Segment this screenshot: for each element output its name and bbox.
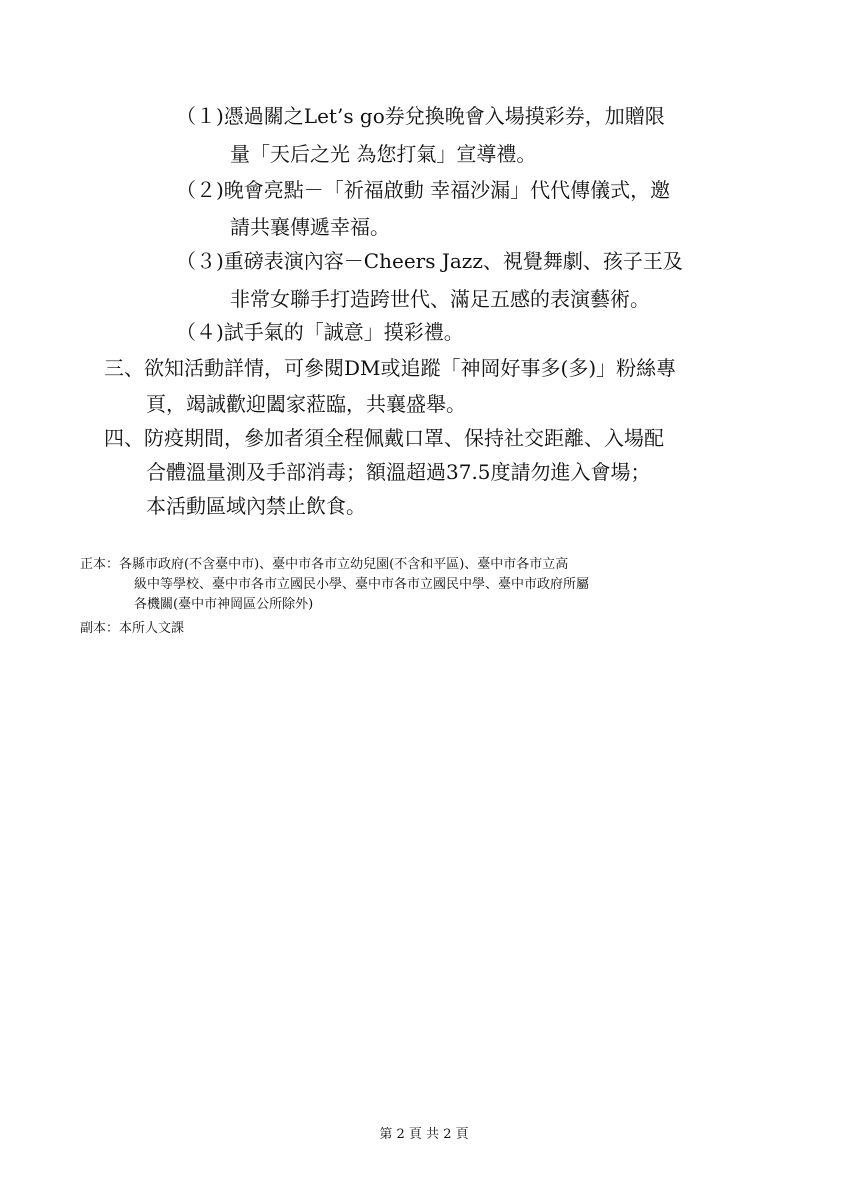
section-4-line-3: 本活動區域內禁止飲食。 [146, 494, 366, 518]
item-4-line-1: （４)試手氣的「誠意」摸彩禮。 [176, 320, 464, 344]
page-number-footer: 第 2 頁 共 2 頁 [379, 1127, 469, 1142]
section-4-line-1: 四、防疫期間，參加者須全程佩戴口罩、保持社交距離、入場配 [104, 426, 664, 450]
item-3-line-2: 非常女聯手打造跨世代、滿足五感的表演藝術。 [230, 287, 650, 311]
item-2-line-2: 請共襄傳遞幸福。 [230, 215, 390, 239]
distribution-main-line-1: 正本：各縣市政府(不含臺中市)、臺中市各市立幼兒園(不含和平區)、臺中市各市立高 [80, 557, 569, 572]
item-1-line-2: 量「天后之光 為您打氣」宣導禮。 [230, 142, 537, 166]
section-4-line-2: 合體溫量測及手部消毒；額溫超過37.5度請勿進入會場； [146, 460, 651, 484]
distribution-copy-line: 副本：本所人文課 [80, 621, 185, 636]
item-2-line-1: （２)晚會亮點－「祈福啟動 幸福沙漏」代代傳儀式，邀 [176, 178, 671, 202]
section-3-line-1: 三、欲知活動詳情，可參閱DM或追蹤「神岡好事多(多)」粉絲專 [104, 356, 677, 380]
distribution-main-line-3: 各機關(臺中市神岡區公所除外) [134, 597, 314, 612]
section-3-line-2: 頁，竭誠歡迎闔家蒞臨，共襄盛舉。 [146, 392, 466, 416]
distribution-main-line-2: 級中等學校、臺中市各市立國民小學、臺中市各市立國民中學、臺中市政府所屬 [134, 577, 590, 592]
item-3-line-1: （３)重磅表演內容－Cheers Jazz、視覺舞劇、孩子王及 [176, 249, 683, 273]
item-1-line-1: （１)憑過關之Let’s go券兌換晚會入場摸彩券，加贈限 [176, 104, 665, 128]
